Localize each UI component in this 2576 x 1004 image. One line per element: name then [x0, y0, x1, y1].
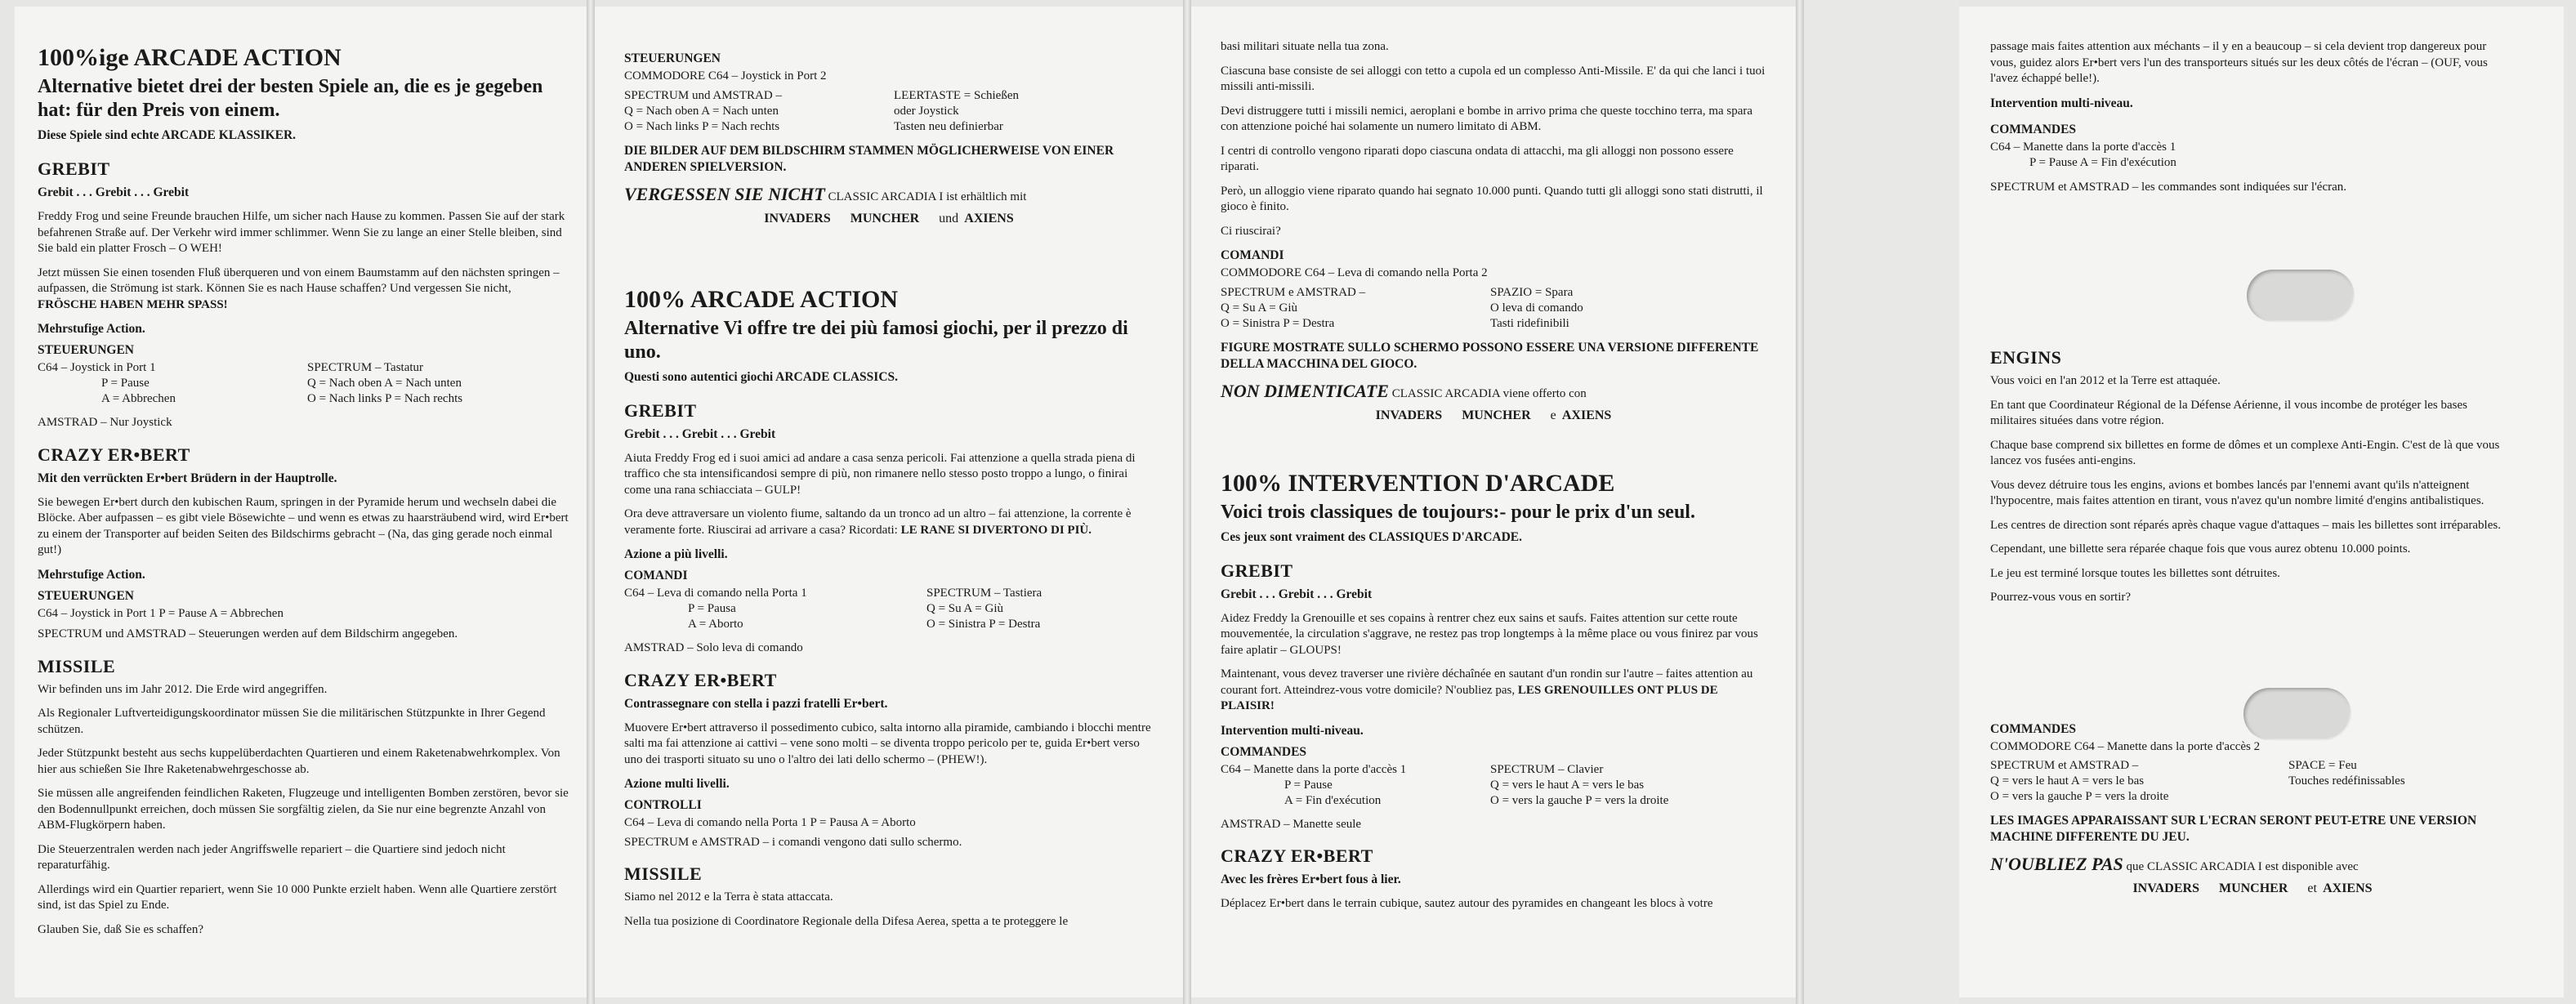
control-line: P = Pausa [688, 602, 736, 615]
fold-line [1796, 0, 1804, 1004]
qbert-para: Muovere Er•bert attraverso il possedimento cubico, salta intorno alla piramide, cambiando i blocchi mentre salti ma fai attenzione ai cattivi – vene sono molti – se diventa troppo pericolo per te, guida Er•bert verso uno dei trasporti situato su uno o l'altro dei lati dello schermo – (PHEW!). [624, 721, 1151, 766]
qbert-subheading: Avec les frères Er•bert fous à lier. [1221, 872, 1401, 886]
grebit-subheading: Grebit . . . Grebit . . . Grebit [624, 426, 776, 441]
grebit-heading: GREBIT [38, 158, 110, 179]
control-line: Q = vers le haut A = vers le bas [1490, 778, 1645, 792]
panel2-title: 100% ARCADE ACTION [624, 285, 899, 313]
missile-para: Die Steuerzentralen werden nach jeder Angriffswelle repariert – die Quartiere sind jedoch nicht reparaturfähig. [38, 842, 506, 872]
level-label: Intervention multi-niveau. [1990, 96, 2133, 110]
qbert-heading: CRAZY ER•BERT [624, 669, 777, 690]
game-title: AXIENS [964, 211, 1014, 225]
controls-col-left [1221, 285, 1490, 332]
qbert-subheading: Contrassegnare con stella i pazzi fratelli Er•bert. [624, 696, 888, 711]
qbert-para: Sie bewegen Er•bert durch den kubischen Raum, springen in der Pyramide herum und wechseln dabei die Blöcke. Aber aufpassen – es gibt viele Bösewichte – und wenn es etwas zu haarsträubend wird, wird Er•bert zu einem der Transporter auf beiden Seiten des Bildschirms gebracht – (Na, das ging gerade noch einmal gut!) [38, 495, 569, 556]
engins-para: Pourrez-vous vous en sortir? [1990, 591, 2132, 604]
panel-german [15, 7, 587, 997]
controls-col-left [624, 88, 894, 135]
die-cut-notch [2247, 270, 2355, 322]
level-label: Mehrstufige Action. [38, 322, 145, 336]
controls-table [1990, 758, 2515, 805]
control-line: SPECTRUM et AMSTRAD – [1990, 759, 2139, 772]
control-line: O = Sinistra P = Destra [1221, 316, 1335, 330]
missile-para: Ciascuna base consiste de sei alloggi con tetto a cupola ed un complesso Anti-Missile. E' da qui che lanci i tuoi missili anti-missili. [1221, 64, 1766, 93]
grebit-subheading: Grebit . . . Grebit . . . Grebit [1221, 587, 1373, 601]
panel1-title: 100%ige ARCADE ACTION [38, 44, 342, 71]
panel3-title: 100% INTERVENTION D'ARCADE [1221, 469, 1615, 497]
controls-table [38, 360, 570, 407]
dont-forget-text: que CLASSIC ARCADIA I est disponible avec [2123, 860, 2359, 873]
grebit-para-bold: FRÖSCHE HABEN MEHR SPASS! [38, 297, 228, 311]
game-title: MUNCHER [2218, 881, 2288, 895]
controls-label: COMMANDES [1221, 744, 1307, 759]
missile-para: Siamo nel 2012 e la Terra è stata attaccata. [624, 890, 833, 904]
games-list [1990, 879, 2515, 899]
qbert-heading: CRAZY ER•BERT [1221, 846, 1373, 866]
missile-para: Devi distruggere tutti i missili nemici, aeroplani e bombe in arrivo prima che queste tocchino terra, ma spara con attenzione poiché hai solamente un numero limitato di ABM. [1221, 104, 1753, 133]
control-line: P = Pause [1284, 778, 1333, 792]
controls-table [624, 586, 1154, 632]
missile-para: Als Regionaler Luftverteidigungskoordinator müssen Sie die militärischen Stützpunkte in Ihrer Gegend schützen. [38, 707, 546, 736]
controls-col-right [307, 360, 570, 407]
controls-col-left [1990, 758, 2288, 805]
controls-label: STEUERUNGEN [38, 343, 134, 357]
screen-note: LES IMAGES APPARAISSANT SUR L'ECRAN SERONT PEUT-ETRE UNE VERSION MACHINE DIFFERENTE DU JEU. [1990, 814, 2477, 844]
controls-col-right [894, 88, 1154, 135]
die-cut-notch [2243, 688, 2351, 740]
engins-para: Les centres de direction sont réparés après chaque vague d'attaques – mais les billettes sont irréparables. [1990, 518, 2501, 532]
control-line: COMMODORE C64 – Leva di comando nella Porta 2 [1221, 266, 1488, 279]
control-line: SPACE = Feu [2288, 759, 2357, 772]
engins-para: Vous voici en l'an 2012 et la Terre est attaquée. [1990, 374, 2221, 387]
control-line: SPECTRUM – Tastiera [926, 587, 1042, 600]
grebit-heading: GREBIT [1221, 560, 1293, 581]
grebit-para [38, 266, 570, 314]
missile-para: Ci riuscirai? [1221, 224, 1281, 238]
control-line: Q = Nach oben A = Nach unten [307, 377, 462, 390]
control-line: O = Nach links P = Nach rechts [307, 392, 463, 405]
dont-forget-lead: N'OUBLIEZ PAS [1990, 854, 2123, 874]
missile-heading: MISSILE [38, 655, 116, 676]
level-label: Azione multi livelli. [624, 777, 730, 791]
level-label: Mehrstufige Action. [38, 567, 145, 582]
grebit-para-text: Jetzt müssen Sie einen tosenden Fluß überqueren und von einem Baumstamm auf den nächsten springen – aufpassen, die Strömung ist stark. Können Sie es nach Hause schaffen? Und vergessen Sie nicht, [38, 266, 560, 295]
panel-french [1959, 7, 2564, 997]
control-line: C64 – Joystick in Port 1 P = Pause A = Abbrechen [38, 606, 283, 620]
controls-col-right [2288, 758, 2515, 805]
controls-label: STEUERUNGEN [624, 51, 721, 65]
control-line: O = vers la gauche P = vers la droite [1490, 793, 1669, 807]
missile-para: Nella tua posizione di Coordinatore Regionale della Difesa Aerea, spetta a te proteggere le [624, 914, 1069, 928]
panel1-subtitle: Alternative bietet drei der besten Spiele an, die es je gegeben hat: für den Preis von einem. [38, 76, 543, 121]
missile-para: basi militari situate nella tua zona. [1221, 40, 1389, 53]
missile-para: Jeder Stützpunkt besteht aus sechs kuppelüberdachten Quartieren und einem Raketenabwehrkomplex. Von hier aus schießen Sie Ihre Raketenabwehrgeschosse ab. [38, 747, 560, 776]
control-line: Q = Su A = Giù [926, 602, 1004, 615]
missile-para: Allerdings wird ein Quartier repariert, wenn Sie 10 000 Punkte erzielt haben. Wenn alle Quartiere zerstört sind, ist das Spiel zu Ende. [38, 882, 557, 912]
control-line: Touches redéfinissables [2288, 774, 2405, 788]
engins-para: En tant que Coordinateur Régional de la Défense Aérienne, il vous incombe de protéger les bases militaires situées dans votre région. [1990, 398, 2467, 427]
panel-italian-french [1191, 7, 1796, 997]
control-line: O = Sinistra P = Destra [926, 618, 1041, 631]
game-title: INVADERS [2132, 881, 2199, 895]
dont-forget-lead: NON DIMENTICATE [1221, 380, 1389, 401]
control-line: SPECTRUM et AMSTRAD – les commandes sont indiquées sur l'écran. [1990, 180, 2347, 194]
controls-col-left [38, 360, 307, 407]
panel3-intro: Ces jeux sont vraiment des CLASSIQUES D'ARCADE. [1221, 529, 1523, 544]
control-line: SPECTRUM und AMSTRAD – [624, 88, 782, 102]
engins-para: Le jeu est terminé lorsque toutes les billettes sont détruites. [1990, 566, 2280, 580]
control-line: O = Nach links P = Nach rechts [624, 119, 780, 133]
grebit-para: Aiuta Freddy Frog ed i suoi amici ad andare a casa senza pericoli. Fai attenzione a quella strada piena di traffico che sta intensificandosi sempre di più, non rimanere nello stesso posto troppo a lungo, o finirai come una rana schiacciata – GULP! [624, 451, 1136, 497]
controls-label: COMMANDES [1990, 122, 2077, 136]
controls-table [624, 88, 1154, 135]
missile-para: Glauben Sie, daß Sie es schaffen? [38, 922, 203, 936]
controls-label: COMANDI [1221, 248, 1284, 262]
control-line: SPECTRUM und AMSTRAD – Steuerungen werden auf dem Bildschirm angegeben. [38, 627, 458, 640]
grebit-para-text: Ora deve attraversare un violento fiume, saltando da un tronco ad un altro – fai attenzione, la corrente è veramente forte. Riuscirai ad arrivare a casa? Ricordati: [624, 507, 1132, 537]
qbert-para: passage mais faites attention aux méchants – il y en a beaucoup – si cela devient trop dangereux pour vous, guidez alors Er•bert vers l'un des transporteurs situés sur les deux côtés de l'écran – (OUF, vous l'avez échappé belle!). [1990, 40, 2488, 85]
control-line: Q = Su A = Giù [1221, 301, 1298, 315]
engins-para: Chaque base comprend six billettes en forme de dômes et un complexe Anti-Engin. C'est de là que vous lancez vos fusées anti-engins. [1990, 438, 2500, 467]
control-line: Q = vers le haut A = vers le bas [1990, 774, 2145, 788]
games-conjunction: e [1550, 408, 1556, 422]
control-line: SPAZIO = Spara [1490, 285, 1574, 299]
control-line: SPECTRUM – Clavier [1490, 762, 1604, 776]
controls-label: STEUERUNGEN [38, 588, 134, 603]
control-line: C64 – Leva di comando nella Porta 1 [624, 587, 807, 600]
dont-forget-line [1990, 855, 2515, 876]
fold-line [587, 0, 595, 1004]
controls-col-right [1490, 762, 1766, 809]
dont-forget-line [1221, 382, 1766, 403]
control-line: P = Pause [101, 377, 150, 390]
engins-heading: ENGINS [1990, 347, 2062, 368]
engins-para: Vous devez détruire tous les engins, avions et bombes lancés par l'ennemi avant qu'ils n'atteignent l'hypocentre, mais faites attention en tirant, vous n'avez qu'un nombre limité d'engins antibalistiques. [1990, 478, 2484, 507]
panel2-intro: Questi sono autentici giochi ARCADE CLASSICS. [624, 369, 899, 384]
control-line: A = Aborto [688, 618, 743, 631]
dont-forget-line [624, 185, 1154, 206]
level-label: Azione a più livelli. [624, 547, 728, 561]
panel-german-italian [595, 7, 1183, 997]
controls-label: CONTROLLI [624, 798, 702, 812]
control-line: Tasten neu definierbar [894, 119, 1003, 133]
control-line: Tasti ridefinibili [1490, 316, 1569, 330]
control-line: SPECTRUM – Tastatur [307, 361, 424, 374]
control-line: P = Pause A = Fin d'exécution [2029, 156, 2176, 169]
sleeve-background [1796, 0, 1959, 1004]
control-line: AMSTRAD – Manette seule [1221, 817, 1362, 831]
grebit-heading: GREBIT [624, 399, 697, 421]
grebit-para: Freddy Frog und seine Freunde brauchen Hilfe, um sicher nach Hause zu kommen. Passen Sie auf der stark befahrenen Straße auf. Der Verkehr wird immer schlimmer. Wenn Sie zu lange an einer Stelle bleiben, sind Sie bald ein platter Frosch – O WEH! [38, 210, 565, 255]
grebit-para [624, 506, 1154, 538]
control-line: C64 – Manette dans la porte d'accès 1 [1221, 762, 1407, 776]
game-title: AXIENS [1561, 408, 1612, 422]
fold-line [1183, 0, 1191, 1004]
control-line: SPECTRUM e AMSTRAD – i comandi vengono dati sullo schermo. [624, 835, 962, 849]
game-title: MUNCHER [850, 211, 920, 225]
controls-table [1221, 762, 1766, 809]
grebit-para-text: Maintenant, vous devez traverser une rivière déchaînée en sautant d'un rondin sur l'autre – faites attention au courant fort. Atteindrez-vous votre domicile? N'oubliez pas, [1221, 667, 1753, 697]
control-line: O = vers la gauche P = vers la droite [1990, 790, 2169, 803]
level-label: Intervention multi-niveau. [1221, 723, 1364, 738]
control-line: C64 – Leva di comando nella Porta 1 P = Pausa A = Aborto [624, 816, 916, 829]
qbert-subheading: Mit den verrückten Er•bert Brüdern in der Hauptrolle. [38, 471, 337, 485]
panel3-subtitle: Voici trois classiques de toujours:- pour le prix d'un seul. [1221, 501, 1695, 523]
controls-col-right [1490, 285, 1766, 332]
game-title: INVADERS [1375, 408, 1443, 422]
grebit-para-bold: LES GRENOUILLES ONT PLUS DE PLAISIR! [1221, 683, 1718, 712]
game-title: MUNCHER [1462, 408, 1531, 422]
screen-note: DIE BILDER AUF DEM BILDSCHIRM STAMMEN MÖGLICHERWEISE VON EINER ANDEREN SPIELVERSION. [624, 143, 1114, 174]
game-title: AXIENS [2323, 881, 2373, 895]
controls-col-left [1221, 762, 1490, 809]
missile-para: I centri di controllo vengono riparati dopo ciascuna ondata di attacchi, ma gli alloggi non possono essere riparati. [1221, 144, 1734, 173]
control-line: AMSTRAD – Nur Joystick [38, 416, 172, 429]
games-list [624, 209, 1154, 229]
panel2-subtitle: Alternative Vi offre tre dei più famosi giochi, per il prezzo di uno. [624, 317, 1128, 363]
control-line: COMMODORE C64 – Joystick in Port 2 [624, 69, 827, 83]
games-conjunction: et [2307, 881, 2317, 895]
dont-forget-text: CLASSIC ARCADIA viene offerto con [1388, 386, 1587, 400]
games-list [1221, 406, 1766, 426]
missile-para: Sie müssen alle angreifenden feindlichen Raketen, Flugzeuge und intelligenten Bomben zerstören, bevor sie den Bodennullpunkt erreichen, doch müssen Sie sorgfältig zielen, da Sie nur eine begrenzte Anzahl von ABM-Flugkörpern haben. [38, 787, 569, 832]
controls-col-right [926, 586, 1154, 632]
control-line: A = Abbrechen [101, 392, 176, 405]
game-title: INVADERS [764, 211, 831, 225]
control-line: COMMODORE C64 – Manette dans la porte d'accès 2 [1990, 739, 2261, 753]
control-line: Q = Nach oben A = Nach unten [624, 104, 779, 118]
grebit-para: Aidez Freddy la Grenouille et ses copains à rentrer chez eux sains et saufs. Faites attention sur cette route mouvementée, la circulation s'aggrave, ne restez pas trop longtemps à la même place ou vous finirez par vous faire aplatir – GLOUPS! [1221, 611, 1758, 657]
engins-para: Cependant, une billette sera réparée chaque fois que vous aurez obtenu 10.000 points. [1990, 542, 2411, 556]
grebit-para [1221, 667, 1766, 715]
qbert-heading: CRAZY ER•BERT [38, 444, 190, 465]
control-line: SPECTRUM e AMSTRAD – [1221, 285, 1366, 299]
controls-label: COMMANDES [1990, 721, 2077, 736]
dont-forget-lead: VERGESSEN SIE NICHT [624, 183, 825, 204]
dont-forget-text: CLASSIC ARCADIA I ist erhältlich mit [824, 190, 1027, 203]
control-line: AMSTRAD – Solo leva di comando [624, 641, 803, 654]
panel1-intro: Diese Spiele sind echte ARCADE KLASSIKER. [38, 128, 297, 142]
grebit-para-bold: LE RANE SI DIVERTONO DI PIÙ. [900, 523, 1092, 537]
controls-table [1221, 285, 1766, 332]
control-line: LEERTASTE = Schießen [894, 88, 1019, 102]
missile-para: Wir befinden uns im Jahr 2012. Die Erde wird angegriffen. [38, 682, 328, 696]
control-line: A = Fin d'exécution [1284, 793, 1382, 807]
controls-label: COMANDI [624, 569, 688, 582]
screen-note: FIGURE MOSTRATE SULLO SCHERMO POSSONO ESSERE UNA VERSIONE DIFFERENTE DELLA MACCHINA DEL GIOCO. [1221, 340, 1759, 371]
control-line: C64 – Manette dans la porte d'accès 1 [1990, 140, 2176, 154]
control-line: oder Joystick [894, 104, 959, 118]
missile-heading: MISSILE [624, 863, 703, 884]
control-line: O leva di comando [1490, 301, 1583, 315]
missile-para: Però, un alloggio viene riparato quando hai segnato 10.000 punti. Quando tutti gli alloggi sono stati distrutti, il gioco è finito. [1221, 184, 1763, 213]
controls-col-left [624, 586, 926, 632]
games-conjunction: und [939, 211, 959, 225]
qbert-para: Déplacez Er•bert dans le terrain cubique, sautez autour des pyramides en changeant les blocs à votre [1221, 897, 1713, 910]
control-line: C64 – Joystick in Port 1 [38, 361, 156, 374]
grebit-subheading: Grebit . . . Grebit . . . Grebit [38, 185, 190, 199]
